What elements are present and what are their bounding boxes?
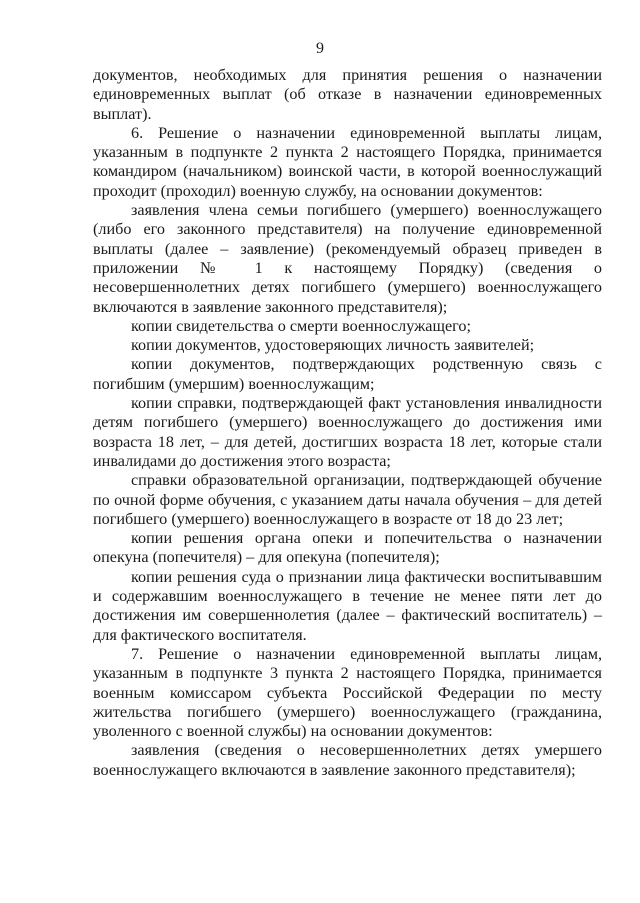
paragraph-item-7: 7. Решение о назначении единовременной выплаты лицам, указанным в подпункте 3 пункта 2 настоящего Порядка, принимается военным комиссаром субъекта Российской Федерации по месту жительства погибшего (умершего) военнослужащего (гражданина, уволенного с военной службы) на основании документов: xyxy=(93,644,602,741)
paragraph-continuation: документов, необходимых для принятия решения о назначении единовременных выплат (об отказе в назначении единовременных выплат). xyxy=(93,66,602,123)
paragraph-item-6: 6. Решение о назначении единовременной выплаты лицам, указанным в подпункте 2 пункта 2 настоящего Порядка, принимается командиром (начальником) воинской части, в которой военнослужащий проходит (проходил) военную службу, на основании документов: xyxy=(93,123,602,200)
page-number: 9 xyxy=(316,40,324,57)
document-body xyxy=(93,66,602,780)
paragraph-court-decision: копии решения суда о признании лица фактически воспитывавшим и содержавшим военнослужащего в течение не менее пяти лет до достижения им совершеннолетия (далее – фактический воспитатель) – для фактического воспитателя. xyxy=(93,567,602,644)
paragraph-kinship-documents: копии документов, подтверждающих родственную связь с погибшим (умершим) военнослужащим; xyxy=(93,355,602,393)
paragraph-application: заявления члена семьи погибшего (умершего) военнослужащего (либо его законного представителя) на получение единовременной выплаты (далее – заявление) (рекомендуемый образец приведен в приложении № 1 к настоящему Порядку) (сведения о несовершеннолетних детях погибшего (умершего) военнослужащего включаются в заявление законного представителя); xyxy=(93,201,602,316)
paragraph-disability-certificate: копии справки, подтверждающей факт установления инвалидности детям погибшего (умершего) военнослужащего до достижения ими возраста 18 лет, – для детей, достигших возраста 18 лет, которые стали инвалидами до достижения этого возраста; xyxy=(93,394,602,470)
paragraph-education-certificate: справки образовательной организации, подтверждающей обучение по очной форме обучения, с указанием даты начала обучения – для детей погибшего (умершего) военнослужащего в возрасте от 18 до 23 лет; xyxy=(93,471,602,528)
paragraph-identity-documents: копии документов, удостоверяющих личность заявителей; xyxy=(131,336,535,355)
paragraph-application-2: заявления (сведения о несовершеннолетних детях умершего военнослужащего включаются в заявление законного представителя); xyxy=(93,741,602,779)
paragraph-death-certificate: копии свидетельства о смерти военнослужащего; xyxy=(131,316,471,335)
paragraph-guardianship-decision: копии решения органа опеки и попечительства о назначении опекуна (попечителя) – для опекуна (попечителя); xyxy=(93,529,602,567)
